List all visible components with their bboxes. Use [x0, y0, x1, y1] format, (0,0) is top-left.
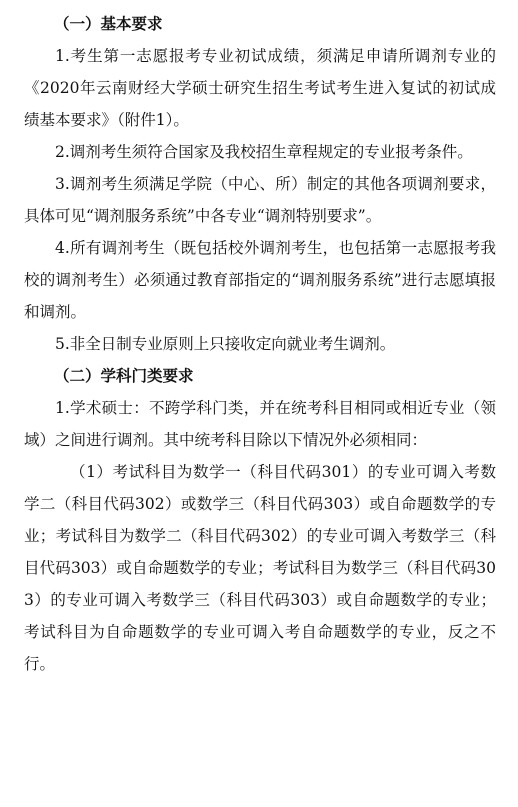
section-heading-discipline-requirements: （二）学科门类要求 — [54, 367, 194, 385]
paragraph-4-adjustment-system: 4.所有调剂考生（既包括校外调剂考生，也包括第一志愿报考我校的调剂考生）必须通过教育部指定的“调剂服务系统”进行志愿填报和调剂。 — [24, 239, 496, 321]
section-heading-basic-requirements: （一）基本要求 — [54, 15, 163, 33]
paragraph-math-subjects: （1）考试科目为数学一（科目代码301）的专业可调入考数学二（科目代码302）或数学三（科目代码303）或自命题数学的专业；考试科目为数学二（科目代码302）的专业可调入考数学三（科目代码303）或自命题数学的专业；考试科目为数学三（科目代码303）的专业可调入考数学三（科目代码303）或自命题数学的专业；考试科目为自命题数学的专业可调入考自命题数学的专业，反之不行。 — [24, 463, 496, 673]
paragraph-2-eligibility: 2.调剂考生须符合国家及我校招生章程规定的专业报考条件。 — [55, 143, 473, 161]
paragraph-academic-masters: 1.学术硕士：不跨学科门类，并在统考科目相同或相近专业（领域）之间进行调剂。其中统考科目除以下情况外必须相同： — [24, 399, 496, 449]
paragraph-1-initial-score: 1.考生第一志愿报考专业初试成绩，须满足申请所调剂专业的《2020年云南财经大学硕士研究生招生考试考生进入复试的初试成绩基本要求》（附件1）。 — [24, 47, 496, 129]
paragraph-5-part-time: 5.非全日制专业原则上只接收定向就业考生调剂。 — [55, 335, 396, 353]
paragraph-3-college-requirements: 3.调剂考生须满足学院（中心、所）制定的其他各项调剂要求，具体可见“调剂服务系统”中各专业“调剂特别要求”。 — [24, 175, 496, 225]
